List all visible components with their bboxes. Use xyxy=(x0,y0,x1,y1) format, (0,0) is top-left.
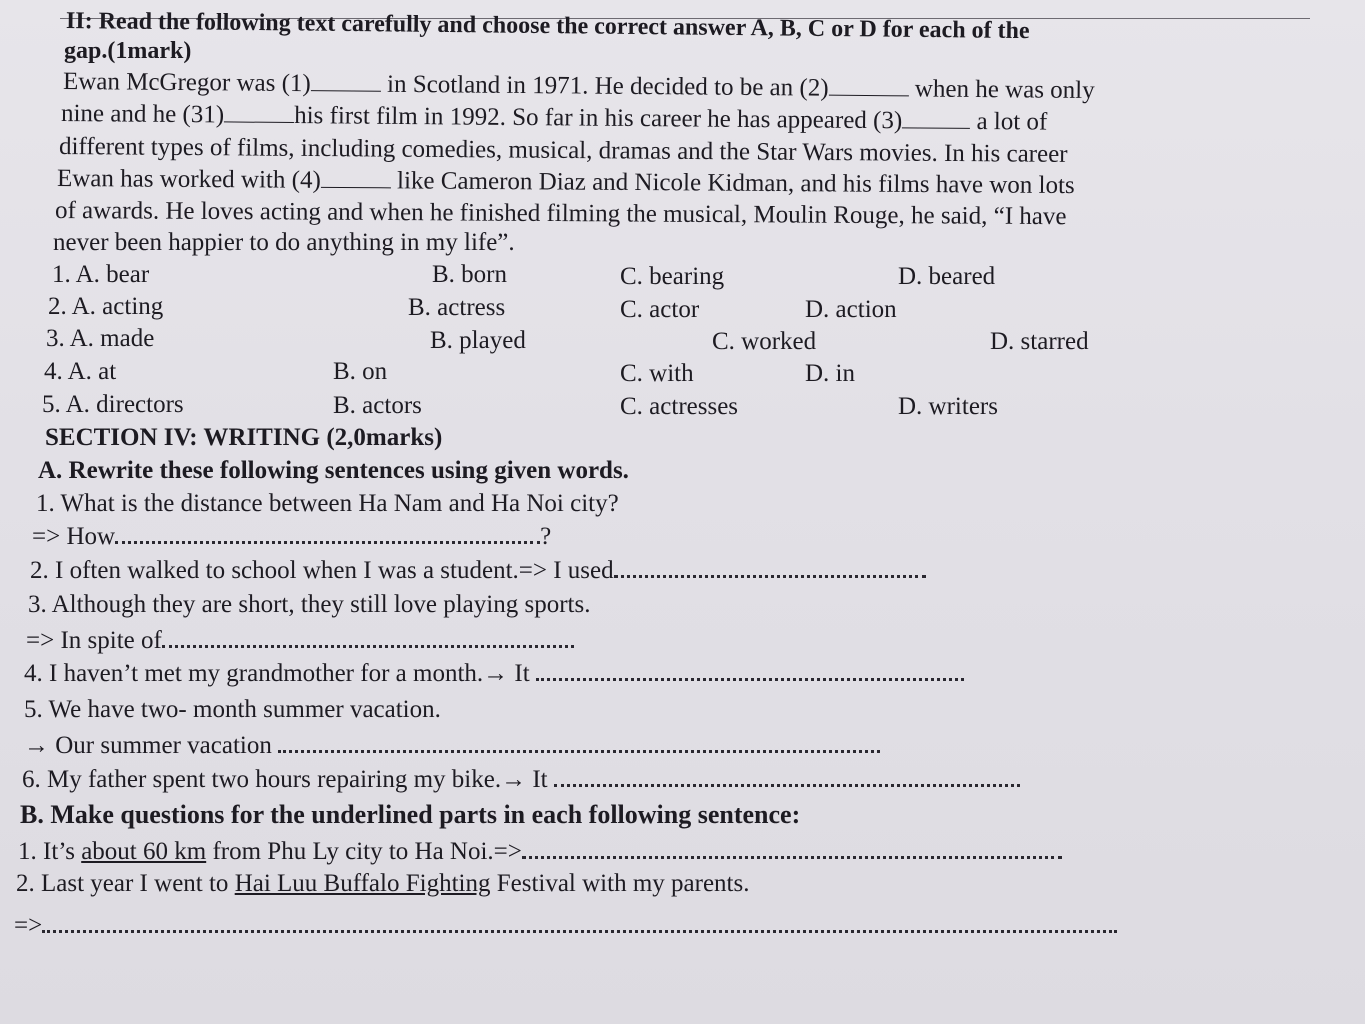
answer-blank[interactable] xyxy=(162,629,574,648)
passage-line-2 xyxy=(61,100,1048,137)
answer-blank[interactable] xyxy=(536,662,964,681)
answer-prompt: It xyxy=(508,660,530,687)
arrow-icon: → xyxy=(483,660,509,687)
question-text: 6. My father spent two hours repairing my bike. xyxy=(22,766,502,793)
answer-prompt: It xyxy=(526,766,548,793)
passage-text: Ewan McGregor was (1) xyxy=(62,68,311,98)
option-5b[interactable]: B. actors xyxy=(333,392,422,419)
passage-line-6: never been happier to do anything in my life”. xyxy=(53,229,515,256)
option-4a[interactable]: 4. A. at xyxy=(44,358,117,385)
question-text: 2. I often walked to school when I was a student.=> I used xyxy=(30,557,614,584)
option-2a[interactable]: 2. A. acting xyxy=(48,293,164,320)
rewrite-q4 xyxy=(24,660,964,688)
answer-prompt: => In spite of xyxy=(26,627,162,654)
question-text: from Phu Ly city to Ha Noi.=> xyxy=(206,838,522,865)
gap-31 xyxy=(224,103,294,123)
option-5c[interactable]: C. actresses xyxy=(620,393,739,420)
option-2c[interactable]: C. actor xyxy=(620,296,700,323)
arrow-icon: → xyxy=(24,732,49,759)
option-5d[interactable]: D. writers xyxy=(898,393,998,420)
question-b2 xyxy=(16,870,749,898)
arrow-icon: → xyxy=(501,766,527,793)
option-1a[interactable]: 1. A. bear xyxy=(52,261,150,288)
question-text: 4. I haven’t met my grandmother for a month. xyxy=(24,660,484,687)
answer-prompt: Our summer vacation xyxy=(49,732,272,759)
answer-blank[interactable] xyxy=(115,525,540,544)
rewrite-q5: 5. We have two- month summer vacation. xyxy=(24,696,441,723)
rewrite-q3-answer xyxy=(26,627,574,655)
rewrite-q3: 3. Although they are short, they still love playing sports. xyxy=(28,591,591,618)
passage-text: Ewan has worked with (4) xyxy=(56,165,321,194)
option-4c[interactable]: C. with xyxy=(620,360,694,387)
question-text: Festival with my parents. xyxy=(490,870,750,897)
answer-blank[interactable] xyxy=(614,559,926,578)
rewrite-q1: 1. What is the distance between Ha Nam and Ha Noi city? xyxy=(36,490,619,517)
answer-blank[interactable] xyxy=(554,768,1020,787)
question-b1 xyxy=(18,838,1062,866)
section4-title: SECTION IV: WRITING (2,0marks) xyxy=(45,424,443,451)
passage-text: when he was only xyxy=(908,75,1095,105)
answer-blank[interactable] xyxy=(522,840,1062,859)
part2-heading-line1: II: Read the following text carefully and choose the correct answer A, B, C or D for each of the xyxy=(65,8,1030,45)
option-1c[interactable]: C. bearing xyxy=(620,263,725,290)
gap-1 xyxy=(311,72,381,92)
part2-heading-line2: gap.(1mark) xyxy=(64,38,192,64)
section4-a-heading: A. Rewrite these following sentences using given words. xyxy=(38,457,629,484)
gap-3 xyxy=(902,109,970,129)
passage-line-1 xyxy=(63,68,1095,105)
answer-end: ? xyxy=(540,523,552,550)
option-3b[interactable]: B. played xyxy=(430,327,526,354)
option-2b[interactable]: B. actress xyxy=(408,294,506,321)
rewrite-q1-answer xyxy=(32,523,551,551)
passage-text: nine and he (31) xyxy=(60,100,225,129)
rewrite-q5-answer xyxy=(24,732,880,760)
option-3a[interactable]: 3. A. made xyxy=(46,325,155,352)
passage-text: like Cameron Diaz and Nicole Kidman, and his films have won lots xyxy=(390,167,1075,200)
option-1b[interactable]: B. born xyxy=(432,261,507,288)
rewrite-q2 xyxy=(30,557,926,585)
passage-text: his first film in 1992. So far in his career he has appeared (3) xyxy=(294,102,903,135)
passage-line-4 xyxy=(57,165,1075,200)
passage-line-3: different types of films, including comedies, musical, dramas and the Star Wars movies. In his career xyxy=(58,133,1068,168)
answer-prompt: => xyxy=(14,912,43,939)
answer-prompt: => How xyxy=(32,523,116,550)
answer-blank[interactable] xyxy=(278,734,880,753)
gap-2 xyxy=(829,77,909,97)
gap-4 xyxy=(321,169,391,188)
underlined-part: about 60 km xyxy=(81,838,207,865)
option-1d[interactable]: D. beared xyxy=(898,263,996,290)
rewrite-q6 xyxy=(22,766,1020,794)
question-text: 1. It’s xyxy=(18,838,82,865)
option-2d[interactable]: D. action xyxy=(805,296,897,323)
question-text: 2. Last year I went to xyxy=(16,870,235,897)
answer-blank[interactable] xyxy=(42,914,1117,933)
option-5a[interactable]: 5. A. directors xyxy=(42,391,184,418)
section4-b-heading: B. Make questions for the underlined parts in each following sentence: xyxy=(20,800,801,829)
question-b2-answer xyxy=(14,912,1117,940)
option-4b[interactable]: B. on xyxy=(333,358,388,385)
underlined-part: Hai Luu Buffalo Fighting xyxy=(234,870,491,897)
passage-text: in Scotland in 1971. He decided to be an (2) xyxy=(380,70,829,102)
option-3c[interactable]: C. worked xyxy=(712,328,817,355)
passage-text: a lot of xyxy=(970,107,1048,136)
passage-line-5: of awards. He loves acting and when he finished filming the musical, Moulin Rouge, he said, “I have xyxy=(54,197,1067,231)
option-4d[interactable]: D. in xyxy=(805,360,855,387)
option-3d[interactable]: D. starred xyxy=(990,328,1089,355)
